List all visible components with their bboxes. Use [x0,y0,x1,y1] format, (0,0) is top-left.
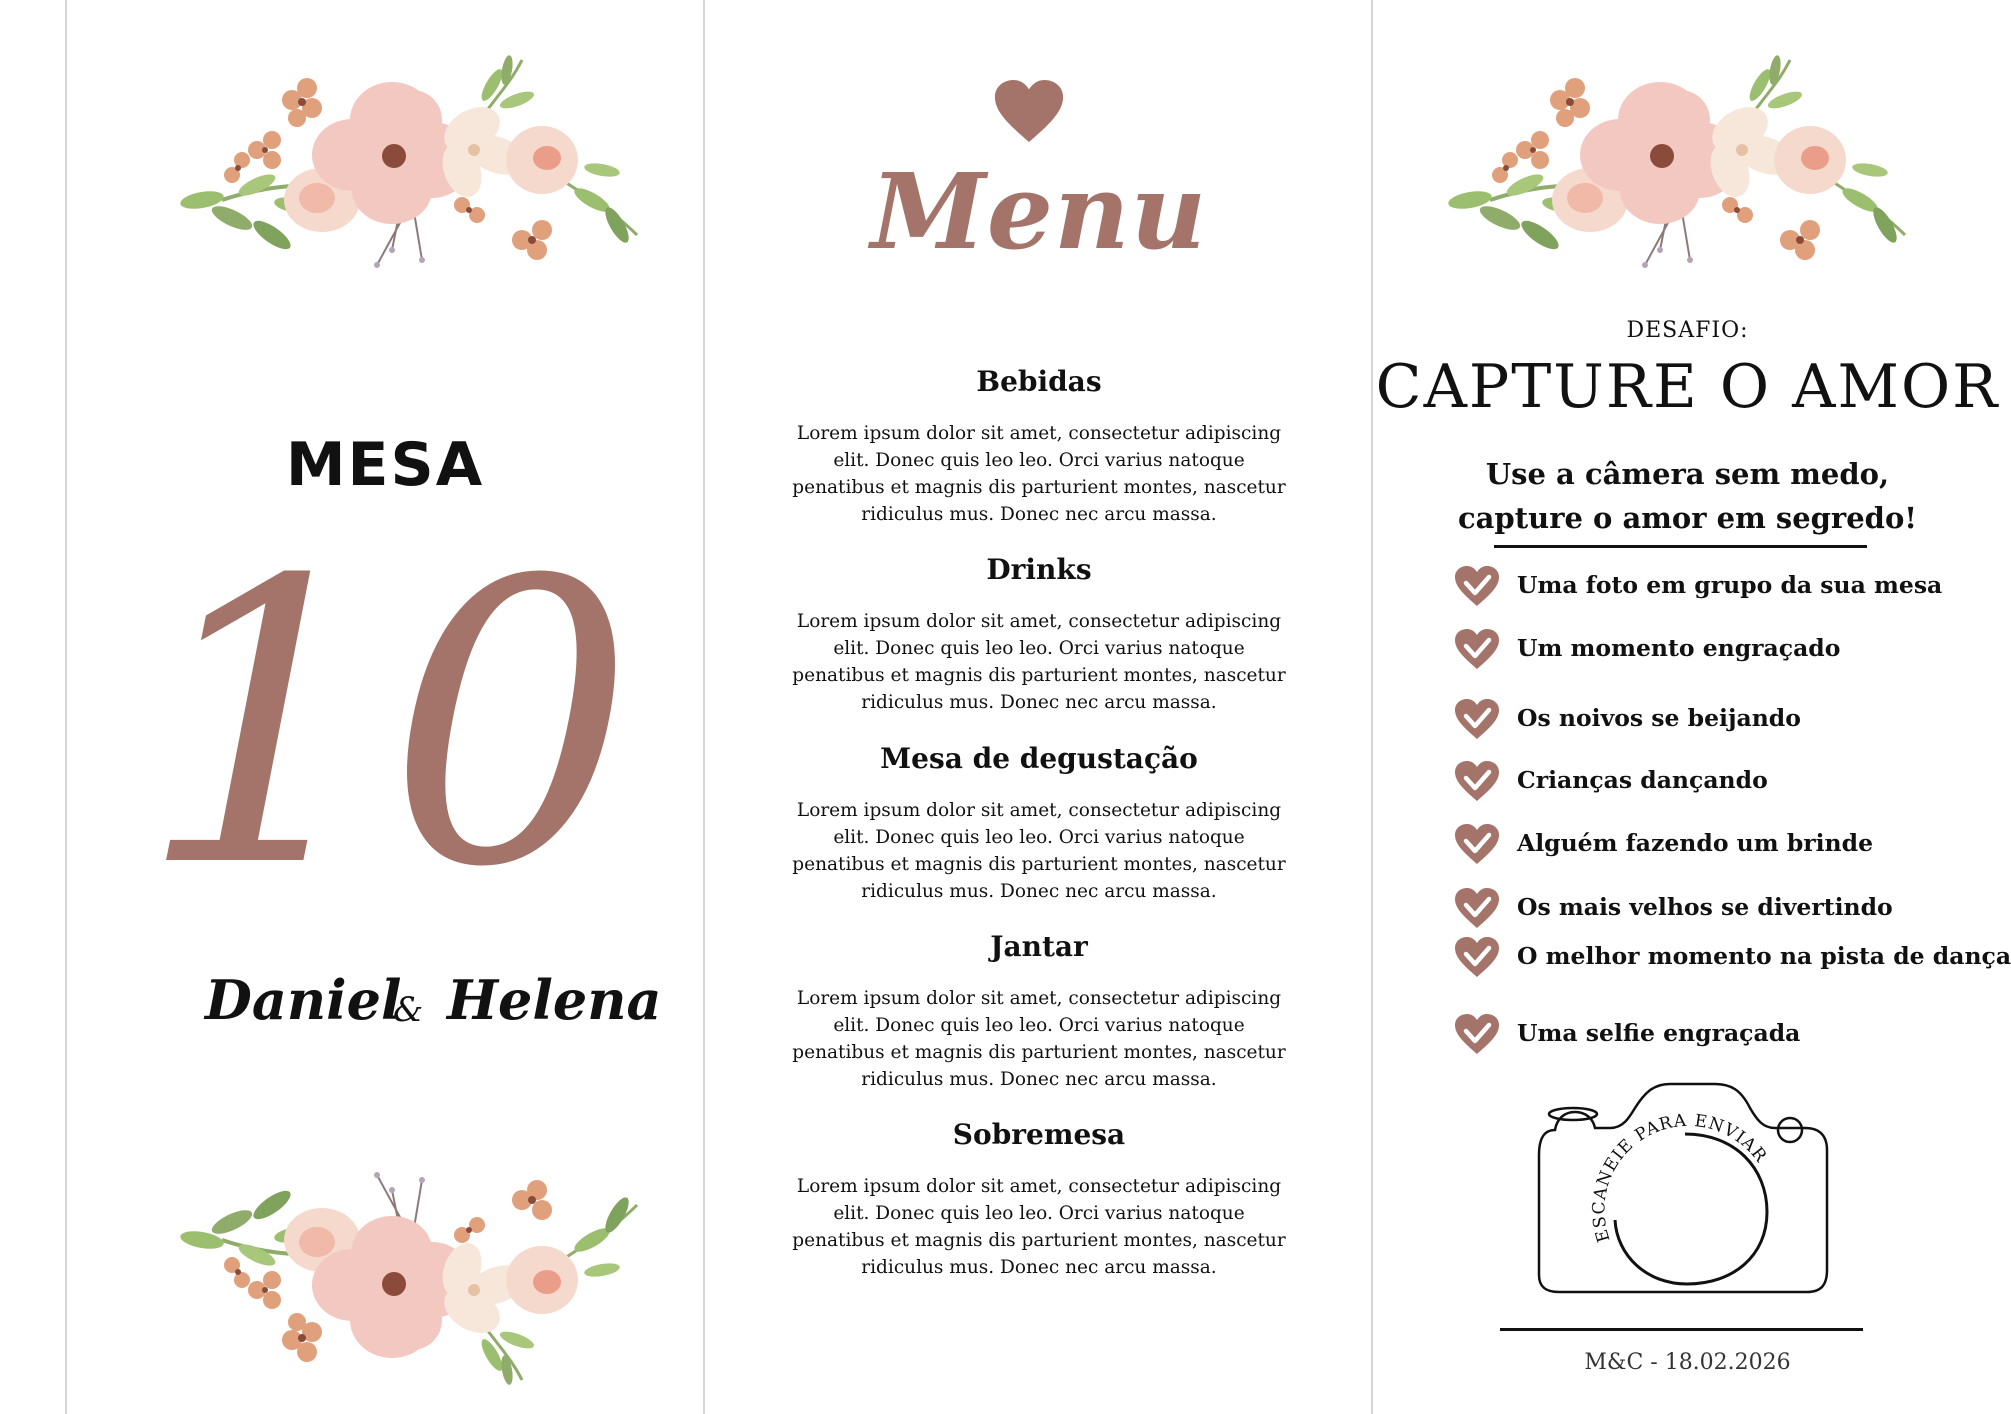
photo-challenge-panel [1375,0,2011,1414]
footer-line [1500,1328,1863,1331]
checklist-item-label: Uma selfie engraçada [1517,1019,1801,1047]
menu-section-body: Lorem ipsum dolor sit amet, consectetur adipiscing elit. Donec quis leo leo. Orci varius natoque penatibus et magnis dis parturient montes, nascetur ridiculus mus. Donec nec arcu massa. [792,1176,1286,1278]
subtitle-line-1: Use a câmera sem medo, [1485,457,1890,491]
table-card-panel [67,0,703,1414]
camera-caption: ESCANEIE PARA ENVIAR [1589,1110,1771,1245]
name-right: Helena [447,968,662,1032]
challenge-title: CAPTURE O AMOR [1375,352,2000,422]
camera-icon [1535,1070,1835,1305]
menu-section-title: Mesa de degustação [880,742,1198,775]
checklist-item-label: Uma foto em grupo da sua mesa [1517,571,1943,599]
footer-date: M&C - 18.02.2026 [1584,1350,1791,1375]
heart-check-icon [1455,566,1499,606]
menu-section-body: Lorem ipsum dolor sit amet, consectetur adipiscing elit. Donec quis leo leo. Orci varius natoque penatibus et magnis dis parturient montes, nascetur ridiculus mus. Donec nec arcu massa. [792,611,1286,713]
challenge-subtitle [1375,452,2000,540]
checklist-item-label: Os mais velhos se divertindo [1517,893,1893,921]
table-label: MESA [285,430,485,500]
menu-section-body: Lorem ipsum dolor sit amet, consectetur adipiscing elit. Donec quis leo leo. Orci varius natoque penatibus et magnis dis parturient montes, nascetur ridiculus mus. Donec nec arcu massa. [792,423,1286,525]
heart-icon [992,80,1066,142]
name-left: Daniel [205,968,402,1032]
menu-panel [707,0,1371,1414]
heart-check-icon [1455,937,1499,977]
heart-check-icon [1455,629,1499,669]
checklist-item-label: Os noivos se beijando [1517,704,1801,732]
menu-section-body: Lorem ipsum dolor sit amet, consectetur adipiscing elit. Donec quis leo leo. Orci varius natoque penatibus et magnis dis parturient montes, nascetur ridiculus mus. Donec nec arcu massa. [792,800,1286,902]
checklist-item-label: Um momento engraçado [1517,634,1841,662]
checklist-item-label: Crianças dançando [1517,766,1768,794]
subtitle-underline [1494,545,1867,548]
checklist-item-label: O melhor momento na pista de dança [1517,942,2011,970]
floral-decoration-top [162,50,662,320]
table-number-text: 10 [138,498,636,952]
subtitle-line-2: capture o amor em segredo! [1457,501,1918,535]
heart-check-icon [1455,1014,1499,1054]
fold-line-right [1371,0,1373,1414]
menu-section-title: Bebidas [976,365,1102,398]
table-number [138,498,636,952]
heart-check-icon [1455,888,1499,928]
floral-decoration-challenge [1430,50,1930,310]
heart-check-icon [1455,824,1499,864]
menu-section-body: Lorem ipsum dolor sit amet, consectetur adipiscing elit. Donec quis leo leo. Orci varius natoque penatibus et magnis dis parturient montes, nascetur ridiculus mus. Donec nec arcu massa. [792,988,1286,1090]
heart-check-icon [1455,761,1499,801]
menu-section-title: Sobremesa [952,1118,1126,1151]
ampersand: & [393,990,424,1030]
menu-section-title: Drinks [986,553,1092,586]
menu-section-title: Jantar [990,930,1088,963]
heart-check-icon [1455,699,1499,739]
floral-decoration-bottom [162,1120,662,1390]
challenge-label: DESAFIO: [1626,318,1749,343]
menu-title: Menu [870,150,1208,273]
fold-line-middle [703,0,705,1414]
checklist-item-label: Alguém fazendo um brinde [1517,829,1874,857]
